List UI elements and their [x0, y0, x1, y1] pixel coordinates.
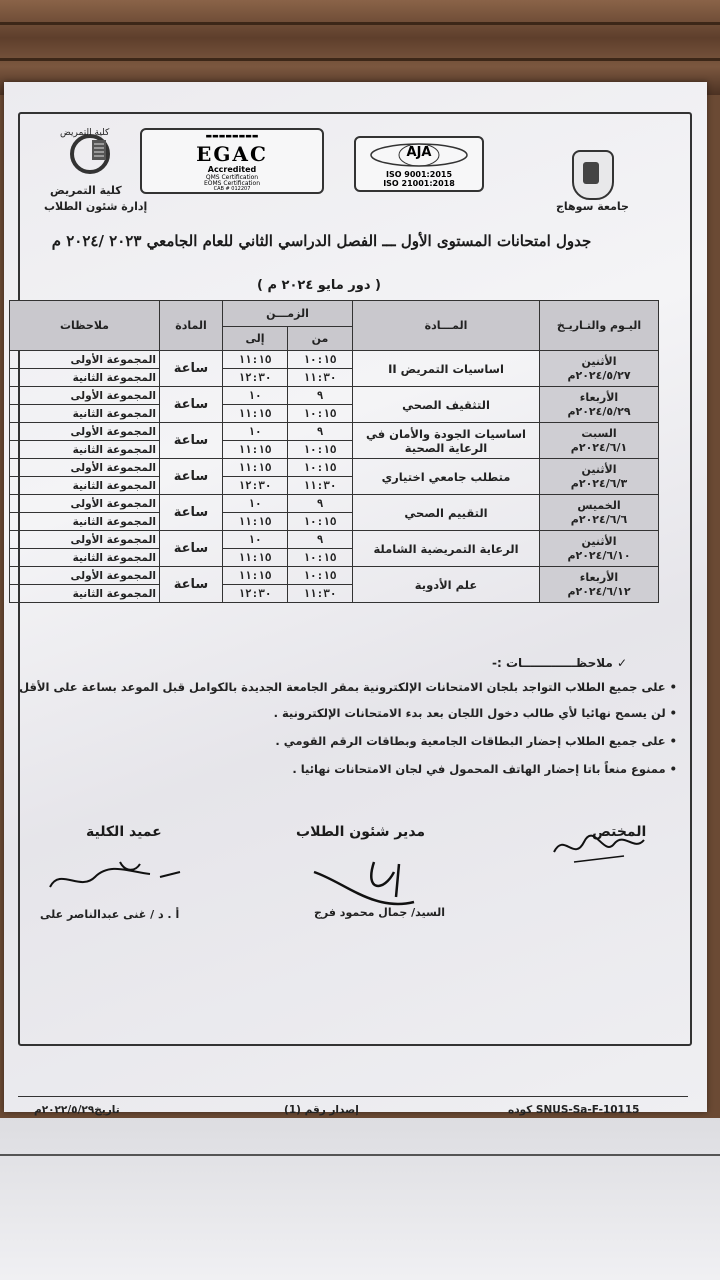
exam-date: ٢٠٢٤/٥/٢٩م	[567, 404, 631, 418]
issue-date: تاريخ٢٠٢٢/٥/٢٩م	[34, 1104, 120, 1116]
subject-cell: التثقيف الصحي	[353, 387, 540, 423]
time-from-cell: ٩	[288, 387, 353, 405]
header-to: إلى	[223, 327, 288, 351]
time-from-cell: ١٠:١٥	[288, 351, 353, 369]
header-time: الزمـــن	[223, 301, 353, 327]
time-to-cell: ١١:١٥	[223, 351, 288, 369]
exam-session-subtitle: ( دور مايو ٢٠٢٤ م )	[257, 278, 381, 293]
university-name: جامعة سوهاج	[556, 200, 629, 213]
aja-logo-text: AJA	[406, 145, 432, 160]
footer-divider	[18, 1096, 688, 1097]
iso-line: ISO 9001:2015	[385, 170, 453, 179]
group-note-cell: المجموعة الثانية	[10, 513, 160, 531]
duration-cell: ساعة	[160, 423, 223, 459]
issue-number: إصدار رقم (1)	[284, 1104, 359, 1116]
header-from: من	[288, 327, 353, 351]
second-paper-sheet	[0, 1118, 720, 1280]
exam-schedule-paper	[4, 82, 707, 1116]
duration-cell: ساعة	[160, 351, 223, 387]
exam-schedule-table	[9, 300, 659, 603]
time-from-cell: ١١:٣٠	[288, 477, 353, 495]
egac-logo-text: EGAC	[196, 142, 268, 166]
iso-certification-logo	[354, 136, 484, 192]
time-from-cell: ١٠:١٥	[288, 567, 353, 585]
group-note-cell: المجموعة الثانية	[10, 441, 160, 459]
accreditation-line: Accredited	[207, 165, 257, 174]
group-note-cell: المجموعة الثانية	[10, 549, 160, 567]
time-from-cell: ١٠:١٥	[288, 405, 353, 423]
header-notes: ملاحظات	[10, 301, 160, 351]
subject-cell: علم الأدوية	[353, 567, 540, 603]
exam-date: ٢٠٢٤/٦/٣م	[570, 476, 628, 490]
specialist-signature-image	[544, 822, 654, 872]
wooden-board-background	[0, 0, 720, 95]
time-to-cell: ١٠	[223, 423, 288, 441]
table-row	[10, 531, 659, 549]
day-date-cell	[540, 567, 659, 603]
duration-cell: ساعة	[160, 495, 223, 531]
exam-date: ٢٠٢٤/٥/٢٧م	[567, 368, 631, 382]
group-note-cell: المجموعة الأولى	[10, 351, 160, 369]
note-item: • على جميع الطلاب إحضار البطاقات الجامعية وبطاقات الرقم القومي .	[275, 734, 677, 748]
day-name: الأثنين	[581, 534, 617, 548]
group-note-cell: المجموعة الثانية	[10, 585, 160, 603]
faculty-logo-text: كلية التمريض	[60, 128, 110, 138]
time-to-cell: ١٢:٣٠	[223, 585, 288, 603]
day-name: الأربعاء	[579, 390, 619, 404]
affairs-director-title: مدير شئون الطلاب	[296, 824, 426, 840]
time-to-cell: ١١:١٥	[223, 459, 288, 477]
table-row	[10, 423, 659, 441]
day-date-cell	[540, 495, 659, 531]
faculty-name: كلية التمريض	[50, 184, 122, 197]
table-row	[10, 495, 659, 513]
accreditation-line: QMS Certification	[205, 174, 259, 181]
day-date-cell	[540, 423, 659, 459]
header-subject: المـــادة	[353, 301, 540, 351]
day-date-cell	[540, 387, 659, 423]
dean-signature-image	[40, 852, 200, 902]
time-to-cell: ١١:١٥	[223, 549, 288, 567]
time-from-cell: ١٠:١٥	[288, 513, 353, 531]
group-note-cell: المجموعة الأولى	[10, 567, 160, 585]
exam-date: ٢٠٢٤/٦/١٢م	[567, 584, 631, 598]
header-duration: المادة	[160, 301, 223, 351]
egac-accreditation-logo: ▬▬▬▬▬▬▬▬ EGAC Accredited QMS Certification EOMS Certification CAB # 012207	[140, 128, 324, 194]
subject-cell: التقييم الصحي	[353, 495, 540, 531]
exam-date: ٢٠٢٤/٦/١م	[570, 440, 628, 454]
note-item: • على جميع الطلاب التواجد بلجان الامتحانات الإلكترونية بمقر الجامعة الجديدة بالكوامل قبل الموعد بساعة على الأقل	[19, 680, 677, 694]
time-to-cell: ١٠	[223, 495, 288, 513]
day-date-cell	[540, 531, 659, 567]
specialist-title: المختص	[592, 824, 647, 840]
table-row	[10, 351, 659, 369]
day-name: الأثنين	[581, 462, 617, 476]
dean-name: أ . د / غنى عبدالناصر على	[40, 908, 180, 921]
time-to-cell: ١٠	[223, 387, 288, 405]
department-name: إدارة شئون الطلاب	[44, 200, 148, 213]
group-note-cell: المجموعة الثانية	[10, 405, 160, 423]
table-row	[10, 387, 659, 405]
duration-cell: ساعة	[160, 387, 223, 423]
time-to-cell: ١٢:٣٠	[223, 369, 288, 387]
header-day-date: اليـوم والتـاريـخ	[540, 301, 659, 351]
time-from-cell: ١١:٣٠	[288, 585, 353, 603]
schedule-title: جدول امتحانات المستوى الأول ـــ الفصل الدراسي الثاني للعام الجامعي ٢٠٢٣ /٢٠٢٤ م	[51, 232, 592, 250]
form-code: كوده SNUS-Sa-F-10115	[508, 1104, 640, 1116]
subject-cell: متطلب جامعي اختياري	[353, 459, 540, 495]
time-from-cell: ١٠:١٥	[288, 459, 353, 477]
group-note-cell: المجموعة الأولى	[10, 387, 160, 405]
group-note-cell: المجموعة الأولى	[10, 531, 160, 549]
accreditation-line: CAB # 012207	[213, 186, 251, 192]
iso-line: ISO 21001:2018	[383, 179, 455, 188]
time-to-cell: ١١:١٥	[223, 567, 288, 585]
exam-date: ٢٠٢٤/٦/١٠م	[567, 548, 631, 562]
time-to-cell: ١٠	[223, 531, 288, 549]
time-from-cell: ٩	[288, 495, 353, 513]
affairs-director-name: السيد/ جمال محمود فرج	[314, 906, 446, 919]
wood-grain-line	[0, 58, 720, 61]
group-note-cell: المجموعة الأولى	[10, 495, 160, 513]
day-name: الخميس	[577, 498, 621, 512]
day-name: السبت	[581, 426, 617, 440]
note-item: • ممنوع منعاً باتا إحضار الهاتف المحمول في لجان الامتحانات نهائيا .	[292, 762, 677, 776]
table-row	[10, 567, 659, 585]
day-name: الأربعاء	[579, 570, 619, 584]
group-note-cell: المجموعة الثانية	[10, 369, 160, 387]
subject-cell: اساسيات الجودة والأمان في الرعاية الصحية	[353, 423, 540, 459]
table-row	[10, 459, 659, 477]
day-name: الأثنين	[581, 354, 617, 368]
time-to-cell: ١١:١٥	[223, 513, 288, 531]
time-from-cell: ١١:٣٠	[288, 369, 353, 387]
time-to-cell: ١١:١٥	[223, 405, 288, 423]
accreditation-line: EOMS Certification	[203, 180, 261, 187]
duration-cell: ساعة	[160, 531, 223, 567]
group-note-cell: المجموعة الثانية	[10, 477, 160, 495]
day-date-cell	[540, 459, 659, 495]
time-from-cell: ٩	[288, 423, 353, 441]
time-to-cell: ١١:١٥	[223, 441, 288, 459]
exam-date: ٢٠٢٤/٦/٦م	[570, 512, 628, 526]
notes-heading: ✓ ملاحظـــــــــــــات :-	[492, 656, 627, 670]
director-signature-image	[304, 852, 444, 912]
note-item: • لن يسمح نهائيا لأي طالب دخول اللجان بعد بدء الامتحانات الإلكترونية .	[273, 706, 677, 720]
university-emblem-icon	[572, 150, 614, 200]
dean-title: عميد الكلية	[86, 824, 162, 840]
wood-grain-line	[0, 22, 720, 25]
subject-cell: اساسيات التمريض II	[353, 351, 540, 387]
duration-cell: ساعة	[160, 567, 223, 603]
time-from-cell: ١٠:١٥	[288, 441, 353, 459]
day-date-cell	[540, 351, 659, 387]
subject-cell: الرعاية التمريضية الشاملة	[353, 531, 540, 567]
group-note-cell: المجموعة الأولى	[10, 459, 160, 477]
time-to-cell: ١٢:٣٠	[223, 477, 288, 495]
time-from-cell: ٩	[288, 531, 353, 549]
duration-cell: ساعة	[160, 459, 223, 495]
time-from-cell: ١٠:١٥	[288, 549, 353, 567]
group-note-cell: المجموعة الأولى	[10, 423, 160, 441]
